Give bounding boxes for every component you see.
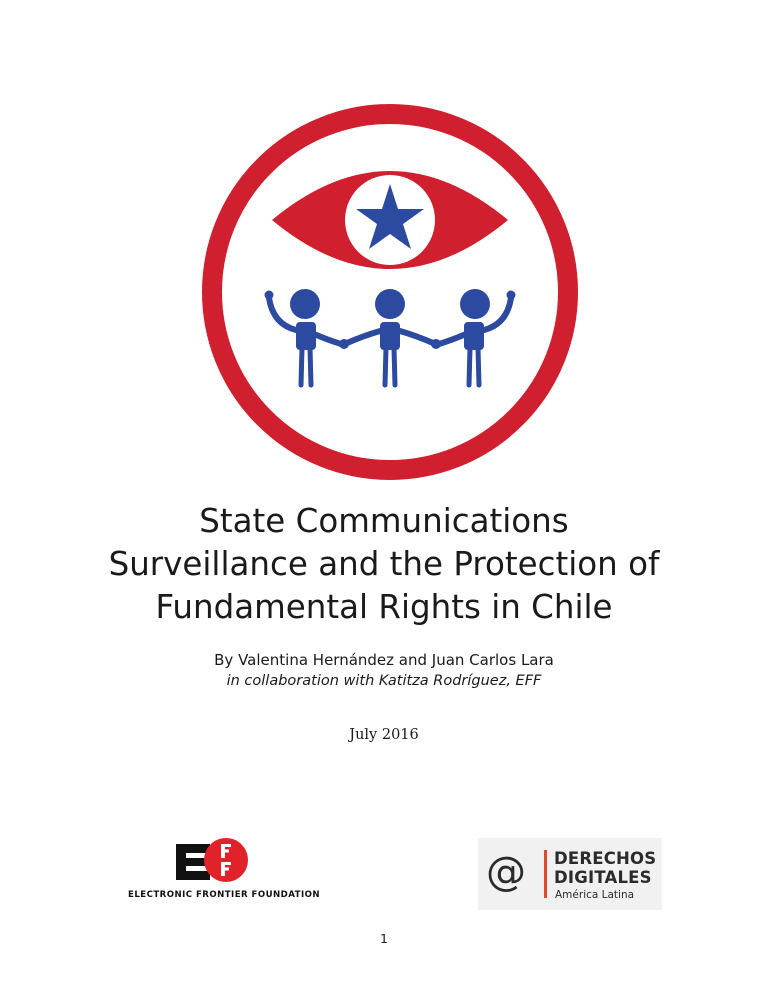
cover-logo [200,102,580,482]
title-line-3: Fundamental Rights in Chile [155,588,613,626]
document-title [0,500,768,629]
eff-caption: ELECTRONIC FRONTIER FOUNDATION [128,890,321,900]
page-number: 1 [380,931,388,946]
title-line-2: Surveillance and the Protection of [108,545,660,583]
title-line-1: State Communications [199,502,569,540]
dd-region: América Latina [555,889,635,901]
authors-line: By Valentina Hernández and Juan Carlos Lara [214,651,554,669]
collaboration-line: in collaboration with Katitza Rodríguez, EFF [226,673,542,689]
surveillance-eye-with-star-and-people-icon [200,102,580,482]
eff-mark-icon [176,838,252,886]
at-sign-icon: @ [486,849,526,895]
dd-name-line-1: DERECHOS [554,849,657,868]
publication-date: July 2016 [349,727,419,743]
derechos-digitales-logo [478,838,662,910]
accent-divider [544,850,547,898]
eff-logo [128,838,321,904]
dd-name-line-2: DIGITALES [554,868,652,887]
